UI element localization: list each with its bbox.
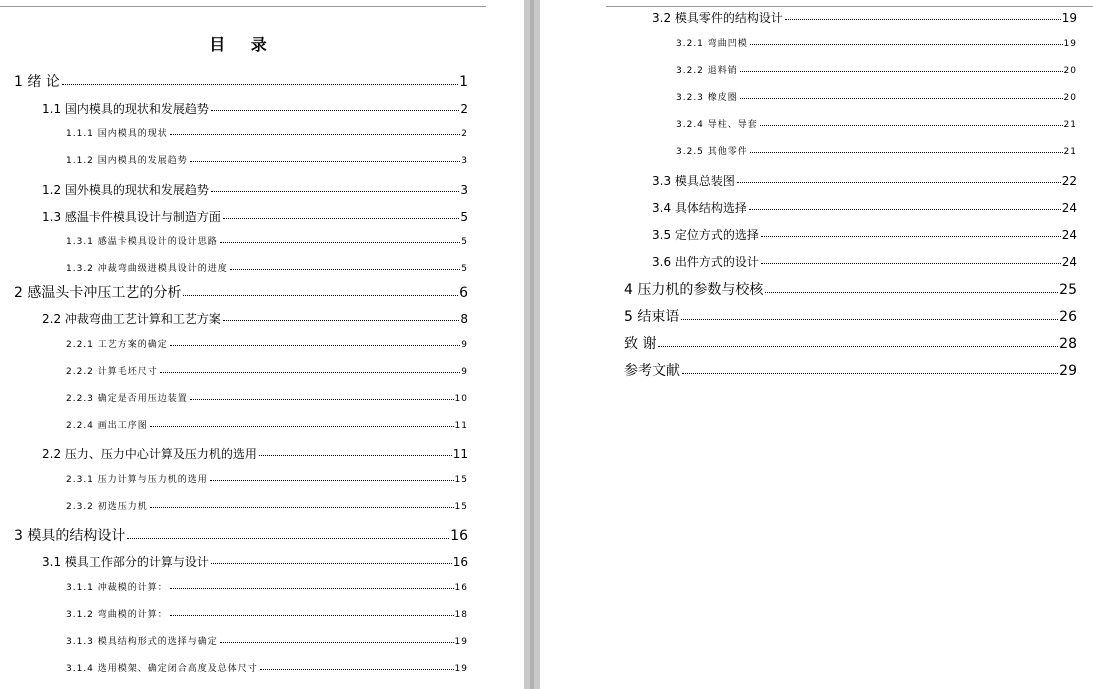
toc-entry[interactable] [14,529,468,543]
toc-entry[interactable] [652,229,1077,241]
toc-dot-leader [740,71,1063,72]
toc-entry-title: 5 结束语 [624,309,680,325]
toc-entry-title: 1.1.1 国内模具的现状 [66,129,168,139]
toc-entry[interactable] [624,337,1077,351]
toc-page-number: 19 [1063,39,1077,49]
toc-dot-leader [220,242,461,243]
toc-entry[interactable] [652,175,1077,187]
toc-page-number: 5 [460,210,468,224]
toc-page-number: 2 [461,129,468,139]
toc-dot-leader [211,191,459,192]
toc-dot-leader [223,218,459,219]
toc-dot-leader [658,346,1058,347]
toc-dot-leader [785,19,1061,20]
toc-page-number: 21 [1063,120,1077,130]
toc-dot-leader [681,319,1058,320]
toc-entry-title: 2.2.3 确定是否用压边装置 [66,394,188,404]
toc-entry-title: 3.2 模具零件的结构设计 [652,11,783,25]
toc-entry-title: 3.2.1 弯曲凹模 [676,39,748,49]
toc-dot-leader [183,295,458,296]
toc-entry-title: 3 模具的结构设计 [14,528,126,544]
toc-entry[interactable] [624,364,1077,378]
toc-entry[interactable] [66,665,468,674]
toc-page-number: 5 [461,264,468,274]
toc-dot-leader [737,182,1061,183]
toc-entry-title: 1.2 国外模具的现状和发展趋势 [42,183,209,197]
toc-entry-title: 3.1.3 模具结构形式的选择与确定 [66,637,218,647]
toc-entry-title: 1.3 感温卡件模具设计与制造方面 [42,210,221,224]
toc-dot-leader [190,399,454,400]
toc-entry-title: 参考文献 [624,363,680,379]
toc-entry[interactable] [66,476,468,485]
toc-page-number: 19 [454,664,468,674]
toc-dot-leader [170,345,461,346]
toc-entry-title: 3.6 出件方式的设计 [652,255,759,269]
toc-page-number: 22 [1061,174,1077,188]
toc-entry-title: 3.2.5 其他零件 [676,147,748,157]
toc-dot-leader [230,269,461,270]
toc-entry[interactable] [676,94,1077,103]
toc-title: 目 录 [209,35,277,54]
toc-entry-title: 2.2.4 画出工序图 [66,421,148,431]
toc-entry-title: 1.1 国内模具的现状和发展趋势 [42,102,209,116]
toc-entry[interactable] [676,148,1077,157]
toc-entry[interactable] [66,611,468,620]
toc-entry[interactable] [624,283,1077,297]
toc-entry[interactable] [66,265,468,274]
toc-entry[interactable] [66,395,468,404]
toc-page-number: 3 [460,183,468,197]
toc-page-number: 10 [454,394,468,404]
toc-entry[interactable] [42,448,468,460]
toc-entry[interactable] [66,238,468,247]
toc-dot-leader [749,209,1061,210]
toc-dot-leader [170,134,461,135]
toc-dot-leader [260,669,454,670]
toc-page-number: 20 [1063,93,1077,103]
toc-page-number: 24 [1061,228,1077,242]
toc-entry-title: 3.3 模具总装图 [652,174,735,188]
page-gutter-edge [530,0,534,689]
toc-dot-leader [170,588,454,589]
toc-dot-leader [259,455,452,456]
toc-entry[interactable] [66,422,468,431]
toc-page-number: 6 [459,285,468,301]
toc-page-number: 19 [454,637,468,647]
toc-entry[interactable] [42,184,468,196]
toc-entry[interactable] [42,556,468,568]
toc-entry-title: 3.4 具体结构选择 [652,201,747,215]
toc-entry[interactable] [66,157,468,166]
toc-page-number: 9 [461,340,468,350]
toc-entry-title: 3.1.1 冲裁模的计算： [66,583,168,593]
toc-entry-title: 3.2.3 橡皮圈 [676,93,738,103]
toc-dot-leader [761,236,1061,237]
toc-dot-leader [740,98,1063,99]
toc-dot-leader [150,426,454,427]
toc-page-number: 29 [1059,363,1077,379]
toc-page-number: 1 [459,74,468,90]
toc-entry-title: 致 谢 [624,336,657,352]
toc-entry-title: 1.3.1 感温卡模具设计的设计思路 [66,237,218,247]
toc-page-number: 11 [452,447,468,461]
toc-entry[interactable] [652,12,1077,24]
toc-dot-leader [211,110,459,111]
toc-page-number: 5 [461,237,468,247]
toc-entry[interactable] [42,103,468,115]
toc-entry[interactable] [652,256,1077,268]
toc-entry[interactable] [676,121,1077,130]
toc-entry-title: 2 感温头卡冲压工艺的分析 [14,285,182,301]
toc-dot-leader [750,152,1063,153]
toc-entry-title: 3.2.2 退料销 [676,66,738,76]
toc-entry[interactable] [624,310,1077,324]
toc-dot-leader [220,642,454,643]
toc-page-number: 24 [1061,201,1077,215]
toc-page-number: 20 [1063,66,1077,76]
toc-entry-title: 2.2.2 计算毛坯尺寸 [66,367,158,377]
toc-page-number: 8 [460,312,468,326]
toc-entry[interactable] [66,638,468,647]
toc-page-number: 2 [460,102,468,116]
toc-page-number: 11 [454,421,468,431]
toc-entry[interactable] [66,368,468,377]
toc-entry-title: 2.2 压力、压力中心计算及压力机的选用 [42,447,257,461]
toc-entry[interactable] [676,40,1077,49]
toc-entry[interactable] [42,313,468,325]
toc-dot-leader [127,538,449,539]
toc-page-number: 15 [454,475,468,485]
toc-entry[interactable] [66,584,468,593]
toc-dot-leader [160,372,461,373]
toc-dot-leader [210,480,454,481]
toc-dot-leader [223,320,459,321]
toc-entry-title: 3.2.4 导柱、导套 [676,120,758,130]
toc-page-number: 16 [454,583,468,593]
toc-dot-leader [62,84,458,85]
toc-entry-title: 1 绪 论 [14,74,60,90]
toc-page-number: 3 [461,156,468,166]
toc-page-number: 28 [1059,336,1077,352]
toc-entry[interactable] [66,503,468,512]
toc-dot-leader [211,563,452,564]
toc-entry-title: 3.1.2 弯曲模的计算： [66,610,168,620]
toc-entry[interactable] [14,286,468,300]
toc-page-number: 16 [452,555,468,569]
toc-entry[interactable] [66,130,468,139]
toc-entry-title: 4 压力机的参数与校核 [624,282,764,298]
toc-entry-title: 3.5 定位方式的选择 [652,228,759,242]
toc-entry-title: 2.2.1 工艺方案的确定 [66,340,168,350]
toc-page-number: 24 [1061,255,1077,269]
toc-entry-title: 2.2 冲裁弯曲工艺计算和工艺方案 [42,312,221,326]
toc-dot-leader [760,125,1063,126]
toc-dot-leader [750,44,1063,45]
page-top-border-right [606,0,1093,7]
toc-page-number: 18 [454,610,468,620]
toc-entry[interactable] [676,67,1077,76]
toc-entry-title: 3.1 模具工作部分的计算与设计 [42,555,209,569]
toc-entry[interactable] [14,75,468,89]
toc-dot-leader [170,615,454,616]
toc-page-number: 16 [450,528,468,544]
toc-entry[interactable] [652,202,1077,214]
toc-entry-title: 1.3.2 冲裁弯曲级进模具设计的进度 [66,264,228,274]
toc-dot-leader [761,263,1061,264]
toc-page-number: 15 [454,502,468,512]
toc-page-number: 19 [1061,11,1077,25]
toc-dot-leader [682,373,1058,374]
page-top-border-left [0,0,486,7]
toc-dot-leader [190,161,461,162]
toc-entry[interactable] [42,211,468,223]
toc-page-number: 9 [461,367,468,377]
toc-entry-title: 2.3.2 初选压力机 [66,502,148,512]
toc-entry[interactable] [66,341,468,350]
toc-entry-title: 1.1.2 国内模具的发展趋势 [66,156,188,166]
toc-dot-leader [150,507,454,508]
toc-entry-title: 2.3.1 压力计算与压力机的选用 [66,475,208,485]
toc-entry-title: 3.1.4 选用模架、确定闭合高度及总体尺寸 [66,664,258,674]
toc-page-number: 21 [1063,147,1077,157]
toc-page-number: 25 [1059,282,1077,298]
toc-dot-leader [765,292,1058,293]
toc-page-number: 26 [1059,309,1077,325]
